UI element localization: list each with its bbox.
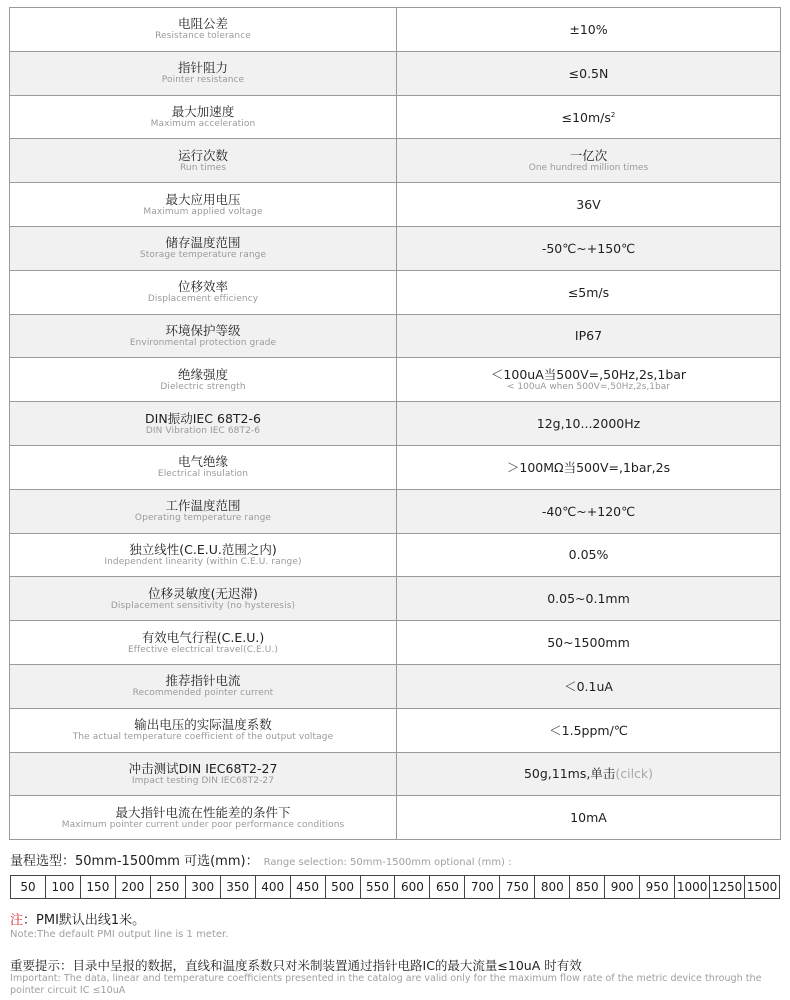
spec-value [397,547,780,562]
spec-row [10,752,781,796]
spec-label-cell [10,577,397,621]
spec-value-en: < 100uA when 500V=,50Hz,2s,1bar [507,382,670,393]
spec-value-text: ＜1.5ppm/℃ [549,722,628,738]
range-table [10,875,780,899]
spec-value [397,108,780,125]
spec-value-cell [397,445,781,489]
spec-label-en: Operating temperature range [134,513,272,524]
spec-label-zh: 电气绝缘 [177,454,228,470]
range-option-250: 250 [150,876,185,899]
spec-value-cell [397,752,781,796]
spec-label-zh: 储存温度范围 [165,235,241,251]
spec-row [10,489,781,533]
spec-value-cell [397,621,781,665]
spec-label-zh: 最大加速度 [171,103,235,119]
range-option-300: 300 [185,876,220,899]
spec-value-cell [397,226,781,270]
spec-label-zh: 输出电压的实际温度系数 [134,717,272,733]
spec-label-zh: 位移灵敏度(无迟滞) [148,585,258,601]
spec-label-en: Effective electrical travel(C.E.U.) [127,644,279,655]
note-prefix: 注 [10,913,24,928]
range-row [11,876,780,899]
spec-label-en: Maximum acceleration [150,118,256,129]
spec-label-zh: 工作温度范围 [165,498,241,514]
spec-value-text: -50℃~+150℃ [541,240,636,256]
spec-value-text: ＞100MΩ当500V=,1bar,2s [506,459,671,475]
spec-label-zh: 位移效率 [177,279,228,295]
range-option-400: 400 [255,876,290,899]
spec-value [397,416,780,431]
spec-label-en: Run times [179,162,227,173]
spec-value [397,810,780,825]
spec-label-cell [10,51,397,95]
spec-label-cell [10,402,397,446]
spec-value-cell [397,270,781,314]
spec-value-text: ±10% [569,21,608,37]
spec-value-superscript: 2 [610,111,616,120]
spec-label-zh: 环境保护等级 [165,322,241,338]
spec-row [10,358,781,402]
range-option-900: 900 [605,876,640,899]
spec-label-en: Maximum pointer current under poor performance conditions [61,819,345,830]
spec-label-en: DIN Vibration IEC 68T2-6 [145,425,261,436]
spec-value [397,766,780,781]
spec-label-cell [10,489,397,533]
range-option-200: 200 [115,876,150,899]
spec-value-cell [397,51,781,95]
spec-row [10,8,781,52]
range-option-750: 750 [500,876,535,899]
spec-value-text: ≤0.5N [568,65,609,81]
spec-label-cell [10,314,397,358]
spec-value-cell [397,402,781,446]
spec-value-muted: (cilck) [615,766,654,782]
spec-value [397,328,780,343]
spec-value [397,241,780,256]
range-option-850: 850 [570,876,605,899]
range-option-1250: 1250 [710,876,745,899]
spec-row [10,270,781,314]
spec-value-text: ≤10m/s [561,110,611,126]
note-zh [10,909,145,928]
spec-label-en: Recommended pointer current [132,688,274,699]
spec-value-cell [397,139,781,183]
range-option-800: 800 [535,876,570,899]
spec-row [10,664,781,708]
spec-row [10,226,781,270]
spec-label-en: Resistance tolerance [155,31,251,42]
spec-value [397,285,780,300]
spec-label-zh: 运行次数 [177,147,228,163]
spec-label-zh: 电阻公差 [177,16,228,32]
spec-value-text: 0.05% [568,547,609,563]
spec-value-en: One hundred million times [528,163,649,174]
spec-label-zh: 冲击测试DIN IEC68T2-27 [128,760,278,776]
spec-label-cell [10,445,397,489]
spec-label-en: Pointer resistance [161,75,245,86]
spec-label-zh: 有效电气行程(C.E.U.) [141,629,265,645]
range-option-950: 950 [640,876,675,899]
spec-label-cell [10,95,397,139]
spec-value-text: ＜0.1uA [564,678,613,694]
spec-value-text: ＜100uA当500V=,50Hz,2s,1bar [490,367,687,383]
range-label-en: Range selection: 50mm-1500mm optional (mm) : [263,857,512,868]
spec-label-zh: 最大应用电压 [165,191,241,207]
spec-row [10,577,781,621]
spec-label-cell [10,796,397,840]
spec-value [397,723,780,738]
spec-label-en: Independent linearity (within C.E.U. range) [104,556,302,567]
spec-row [10,139,781,183]
spec-row [10,445,781,489]
spec-label-cell [10,533,397,577]
spec-label-zh: DIN振动IEC 68T2-6 [145,410,261,426]
spec-row [10,402,781,446]
range-option-700: 700 [465,876,500,899]
spec-row [10,183,781,227]
spec-value-text: ≤5m/s [567,284,610,300]
spec-label-en: Displacement sensitivity (no hysteresis) [110,600,296,611]
spec-label-en: Environmental protection grade [129,337,277,348]
spec-label-cell [10,226,397,270]
spec-value-cell [397,95,781,139]
spec-value [397,197,780,212]
spec-value-text: 50g,11ms,单击 [523,766,616,782]
spec-label-en: Dielectric strength [160,381,246,392]
spec-label-zh: 最大指针电流在性能差的条件下 [115,804,291,820]
spec-value [397,591,780,606]
range-selection-label [10,850,512,869]
spec-value [397,22,780,37]
range-option-1500: 1500 [745,876,780,899]
spec-label-en: The actual temperature coefficient of the output voltage [72,732,334,743]
spec-value [397,460,780,475]
spec-value-cell [397,796,781,840]
spec-value [397,148,780,163]
spec-label-cell [10,664,397,708]
range-label-zh: 量程选型：50mm-1500mm 可选(mm)： [10,854,259,869]
spec-row [10,708,781,752]
range-option-350: 350 [220,876,255,899]
spec-value [397,504,780,519]
spec-value-cell [397,664,781,708]
spec-label-cell [10,621,397,665]
range-option-1000: 1000 [675,876,710,899]
spec-row [10,51,781,95]
spec-label-zh: 指针阻力 [177,60,228,76]
spec-row [10,621,781,665]
spec-value-text: -40℃~+120℃ [541,503,636,519]
spec-value-cell [397,489,781,533]
important-note-zh: 重要提示：目录中呈报的数据，直线和温度系数只对米制装置通过指针电路IC的最大流量≤10uA 时有效 [10,958,582,973]
range-option-600: 600 [395,876,430,899]
range-option-150: 150 [80,876,115,899]
spec-value-text: 0.05~0.1mm [547,591,630,607]
spec-value-cell [397,183,781,227]
spec-value-text: 12g,10...2000Hz [536,416,641,432]
spec-value [397,635,780,650]
spec-row [10,314,781,358]
note-text-zh: ：PMI默认出线1米。 [23,913,146,928]
spec-value-cell [397,708,781,752]
spec-label-cell [10,358,397,402]
spec-table-body [10,8,781,840]
spec-label-cell [10,708,397,752]
spec-label-cell [10,8,397,52]
spec-label-cell [10,270,397,314]
spec-row [10,796,781,840]
range-option-50: 50 [11,876,46,899]
range-option-450: 450 [290,876,325,899]
spec-label-cell [10,183,397,227]
spec-label-en: Electrical insulation [157,469,249,480]
spec-value [397,367,780,382]
spec-label-cell [10,139,397,183]
spec-value-cell [397,314,781,358]
spec-value-cell [397,533,781,577]
range-option-100: 100 [45,876,80,899]
spec-label-cell [10,752,397,796]
spec-value [397,679,780,694]
important-note-en: Important: The data, linear and temperature coefficients presented in the catalog are valid only for the maximum flow rate of the metric device through the pointer circuit IC ≤10uA [10,973,762,996]
spec-row [10,95,781,139]
range-option-650: 650 [430,876,465,899]
spec-value-text: 36V [576,197,601,213]
spec-label-zh: 推荐指针电流 [165,673,241,689]
spec-value [397,66,780,81]
spec-label-zh: 独立线性(C.E.U.范围之内) [129,541,277,557]
spec-label-en: Storage temperature range [139,250,267,261]
spec-label-en: Impact testing DIN IEC68T2-27 [131,775,275,786]
spec-table [9,7,781,840]
spec-value-cell [397,8,781,52]
spec-label-en: Displacement efficiency [147,294,259,305]
range-option-550: 550 [360,876,395,899]
range-option-500: 500 [325,876,360,899]
note-en: Note:The default PMI output line is 1 meter. [10,929,229,940]
spec-label-en: Maximum applied voltage [143,206,263,217]
spec-value-text: 50~1500mm [547,635,630,651]
spec-value-cell [397,577,781,621]
spec-label-zh: 绝缘强度 [177,366,228,382]
spec-row [10,533,781,577]
spec-value-cell [397,358,781,402]
spec-value-text: 一亿次 [569,148,608,164]
spec-value-text: 10mA [570,810,607,826]
spec-value-text: IP67 [574,328,603,344]
